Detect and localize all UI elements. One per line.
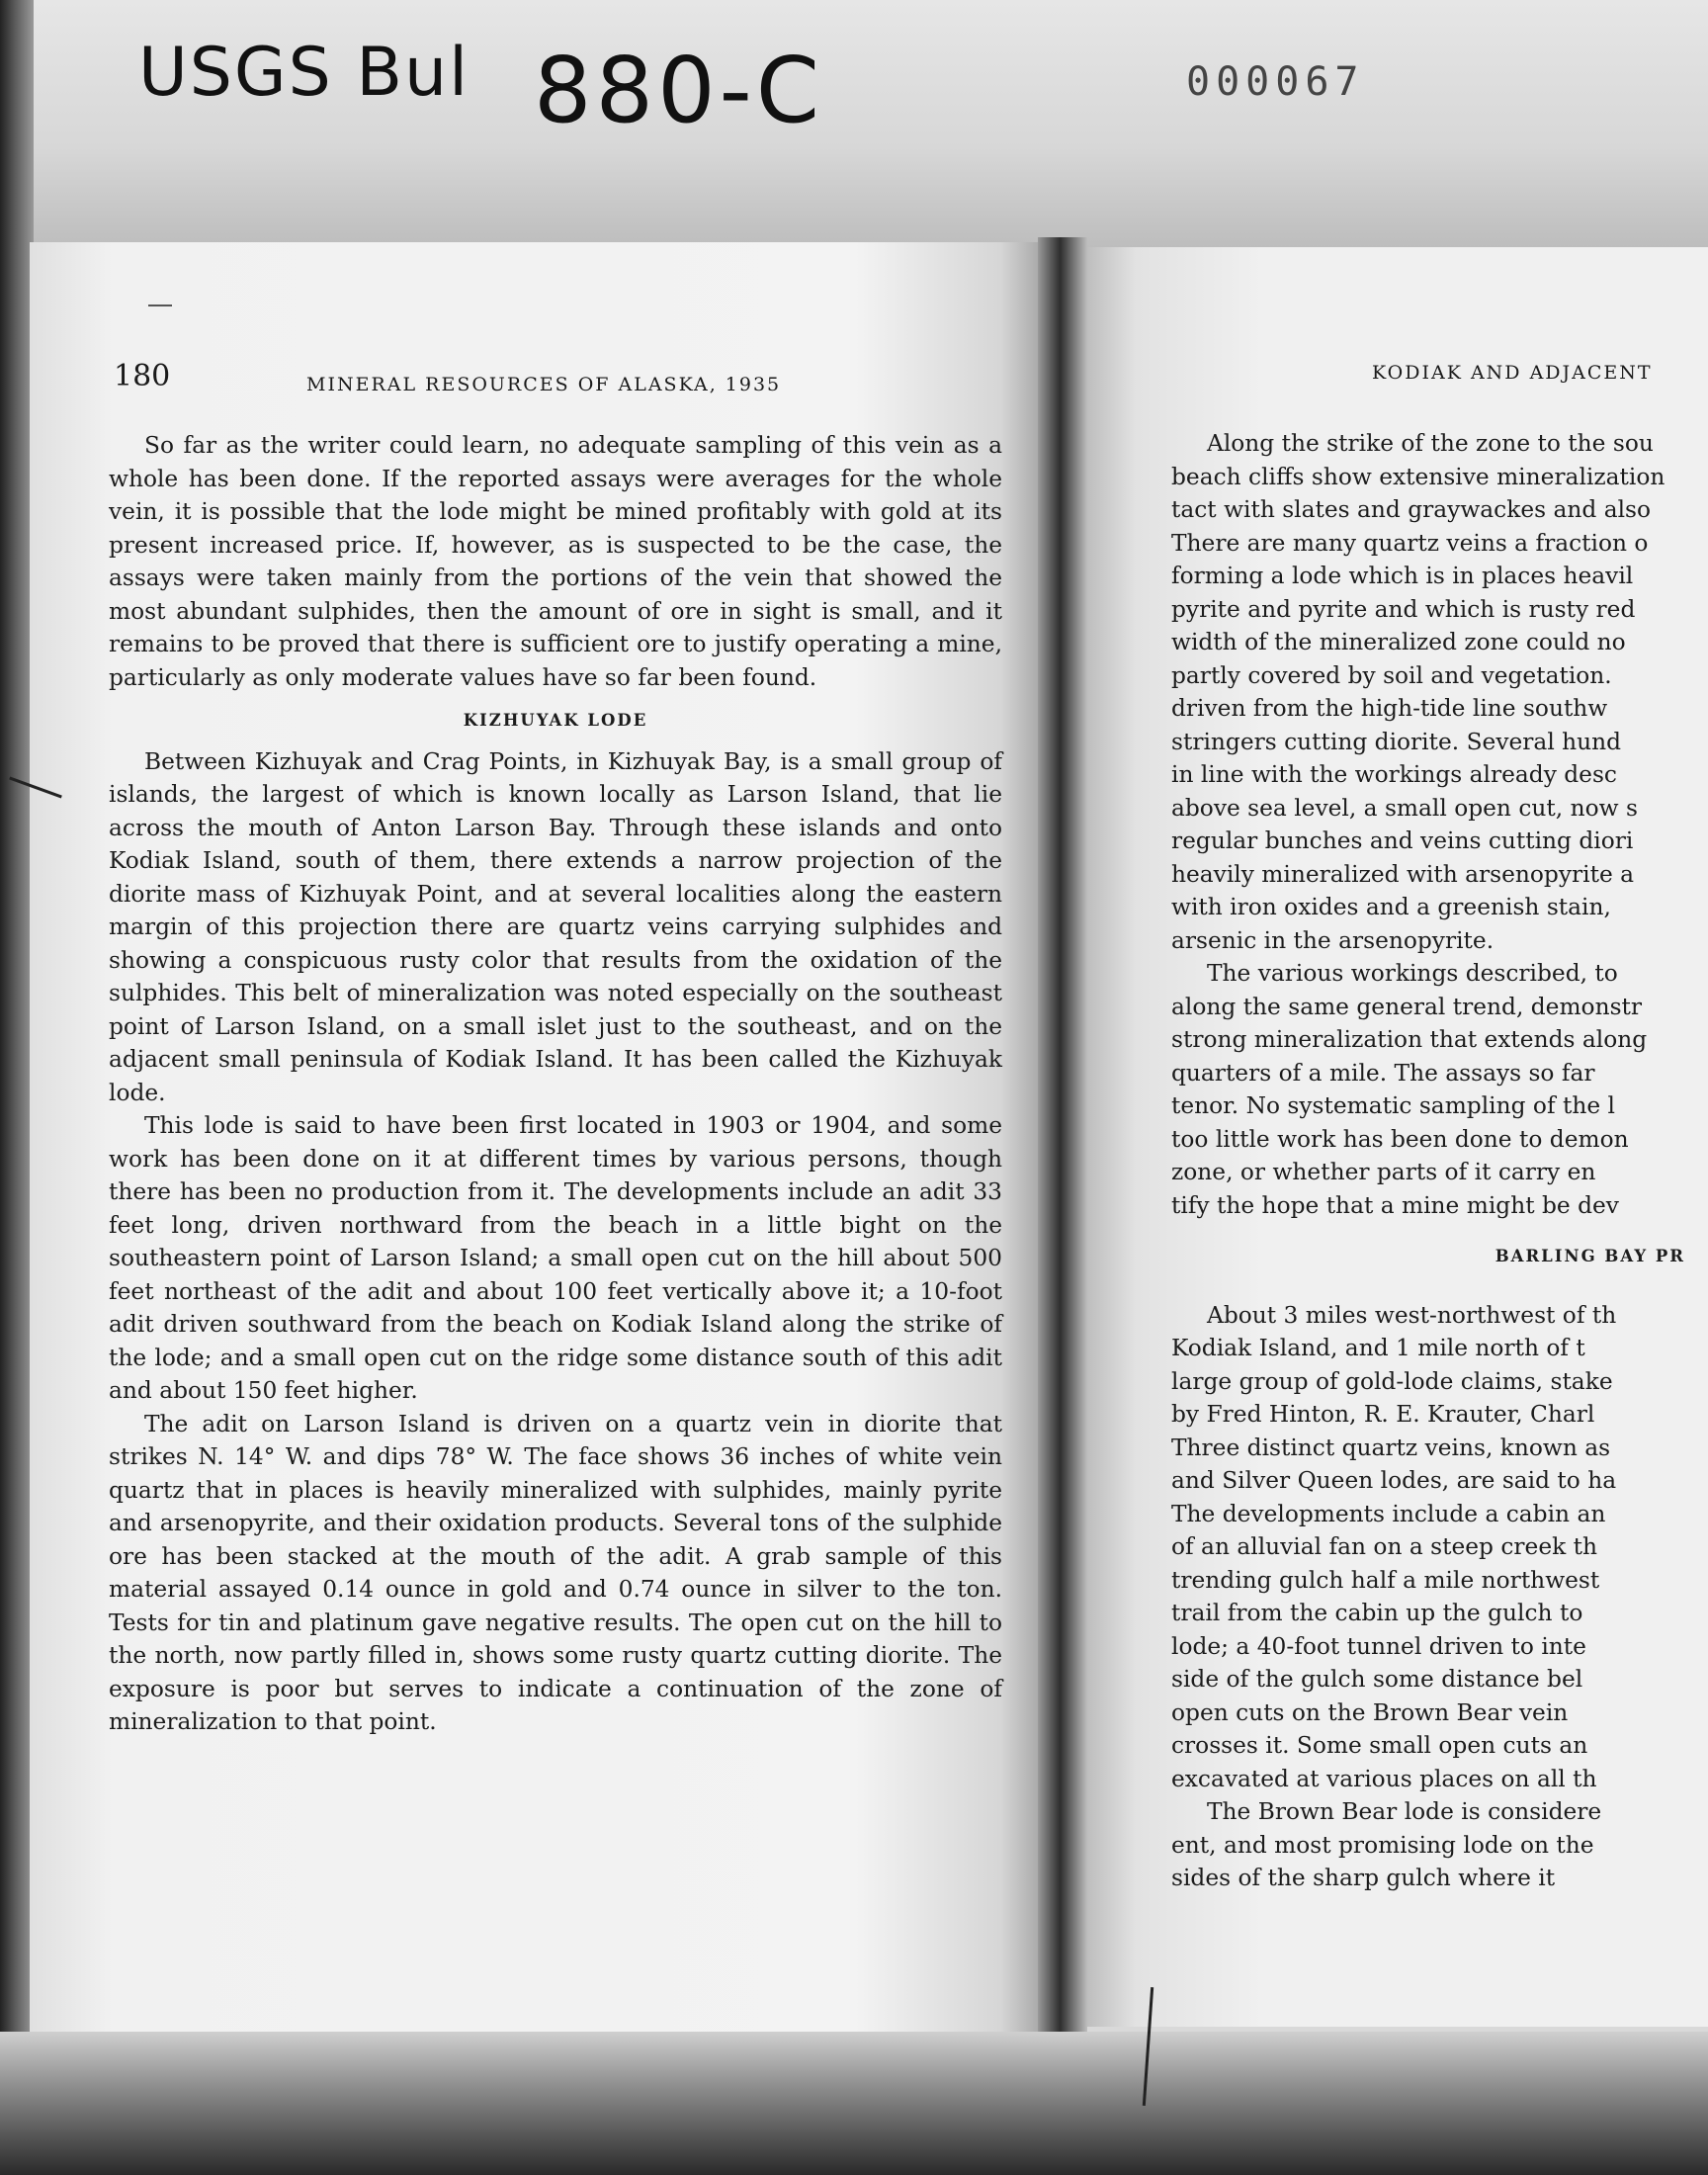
right-text-line: too little work has been done to demon [1171, 1125, 1629, 1153]
right-paragraph-brown-bear [1171, 1795, 1685, 1895]
right-text-line: crosses it. Some small open cuts an [1171, 1732, 1588, 1759]
right-text-line: arsenic in the arsenopyrite. [1171, 926, 1494, 954]
paragraph-sampling: So far as the writer could learn, no adequate sampling of this vein as a whole has been done. If the reported assays were averages for the whole vein, it is possible that the lode might be mined profitably with gold at its present increased price. If, however, as is suspected to be the case, the assays were taken mainly from the portions of the vein that showed the most abundant sulphides, then the amount of ore in sight is small, and it remains to be proved that there is sufficient ore to justify operating a mine, particularly as only moderate values have so far been found. [109, 432, 1002, 691]
right-text-line: along the same general trend, demonstr [1171, 993, 1643, 1020]
right-text-line: in line with the workings already desc [1171, 761, 1617, 788]
right-text-line: tify the hope that a mine might be dev [1171, 1191, 1619, 1219]
handwritten-label: USGS Bul [138, 34, 470, 112]
right-text-line: zone, or whether parts of it carry en [1171, 1159, 1596, 1185]
right-text-line: ent, and most promising lode on the [1171, 1831, 1594, 1859]
right-text-line: trail from the cabin up the gulch to [1171, 1600, 1583, 1626]
section-heading-kizhuyak: KIZHUYAK LODE [463, 711, 648, 730]
right-text-line: stringers cutting diorite. Several hund [1171, 728, 1622, 755]
right-text-line: trending gulch half a mile northwest [1171, 1566, 1600, 1594]
right-text-line: large group of gold-lode claims, stake [1171, 1367, 1613, 1395]
right-text-line: tact with slates and graywackes and also [1171, 496, 1652, 523]
right-text-line: There are many quartz veins a fraction o [1171, 529, 1649, 557]
scan-bottom-margin [0, 2032, 1708, 2175]
right-text-line: above sea level, a small open cut, now s [1171, 794, 1638, 822]
paragraph-history: This lode is said to have been first located in 1903 or 1904, and some work has been done on it at different times by various persons, though there has been no production from it. The developments include an adit 33 feet long, driven northward from the beach in a little bight on the southeastern point of Larson Island; a small open cut on the hill about 500 feet northeast of the adit and about 100 feet vertically above it; a 10-foot adit driven southward from the beach on Kodiak Island along the strike of the lode; and a small open cut on the ridge some distance south of this adit and about 150 feet higher. [109, 1112, 1002, 1404]
right-text-line: regular bunches and veins cutting diori [1171, 827, 1634, 854]
right-text-line: by Fred Hinton, R. E. Krauter, Charl [1171, 1401, 1595, 1428]
right-text-line: excavated at various places on all th [1171, 1765, 1597, 1792]
scan-left-edge [0, 0, 34, 2175]
right-text-line: The various workings described, to [1207, 960, 1618, 987]
right-text-line: pyrite and pyrite and which is rusty red [1171, 595, 1636, 623]
right-text-line: The developments include a cabin an [1171, 1500, 1606, 1527]
right-text-line: Along the strike of the zone to the sou [1207, 430, 1654, 457]
right-text-line: partly covered by soil and vegetation. [1171, 661, 1612, 689]
right-paragraph-strike [1171, 427, 1685, 957]
right-text-line: sides of the sharp gulch where it [1171, 1865, 1556, 1891]
right-paragraph-workings [1171, 957, 1685, 1222]
right-text-line: with iron oxides and a greenish stain, [1171, 894, 1611, 920]
right-text-line: strong mineralization that extends along [1171, 1026, 1648, 1053]
document-stamp-number: 000067 [1186, 59, 1365, 105]
section-heading-barling-bay: BARLING BAY PR [1494, 1247, 1685, 1265]
right-text-line: The Brown Bear lode is considere [1207, 1798, 1602, 1825]
right-text-line: heavily mineralized with arsenopyrite a [1171, 860, 1635, 888]
running-head-left: MINERAL RESOURCES OF ALASKA, 1935 [306, 374, 782, 395]
margin-mark [148, 304, 172, 306]
right-text-line: lode; a 40-foot tunnel driven to inte [1171, 1632, 1586, 1660]
running-head-right: KODIAK AND ADJACENT [1372, 362, 1653, 384]
right-text-line: About 3 miles west-northwest of th [1207, 1301, 1617, 1329]
right-text-column [1171, 427, 1685, 1895]
paragraph-location: Between Kizhuyak and Crag Points, in Kizhuyak Bay, is a small group of islands, the largest of which is known locally as Larson Island, that lie across the mouth of Anton Larson Bay. Through these islands and onto Kodiak Island, south of them, there extends a narrow projection of the diorite mass of Kizhuyak Point, and at several localities along the eastern margin of this projection there are quartz veins carrying sulphides and showing a conspicuous rusty color that results from the oxidation of the sulphides. This belt of mineralization was noted especially on the southeast point of Larson Island, on a small islet just to the southeast, and on the adjacent small peninsula of Kodiak Island. It has been called the Kizhuyak lode. [109, 747, 1002, 1106]
page-number: 180 [114, 359, 171, 393]
paragraph-adit: The adit on Larson Island is driven on a quartz vein in diorite that strikes N. 14° W. and dips 78° W. The face shows 36 inches of white vein quartz that in places is heavily mineralized with sulphides, mainly pyrite and arsenopyrite, and their oxidation products. Several tons of the sulphide ore has been stacked at the mouth of the adit. A grab sample of this material assayed 0.14 ounce in gold and 0.74 ounce in silver to the ton. Tests for tin and platinum gave negative results. The open cut on the hill to the north, now partly filled in, shows some rusty quartz cutting diorite. The exposure is poor but serves to indicate a continuation of the zone of mineralization to that point. [109, 1410, 1002, 1735]
book-gutter [1038, 237, 1087, 2037]
right-paragraph-claims [1171, 1299, 1685, 1796]
left-text-column [109, 429, 1002, 1739]
right-text-line: side of the gulch some distance bel [1171, 1666, 1583, 1693]
right-text-line: of an alluvial fan on a steep creek th [1171, 1533, 1598, 1560]
right-text-line: and Silver Queen lodes, are said to ha [1171, 1467, 1617, 1494]
right-text-line: Kodiak Island, and 1 mile north of t [1171, 1335, 1585, 1361]
right-text-line: open cuts on the Brown Bear vein [1171, 1698, 1569, 1726]
right-text-line: quarters of a mile. The assays so far [1171, 1059, 1595, 1087]
right-text-line: tenor. No systematic sampling of the l [1171, 1092, 1615, 1119]
handwritten-bulletin-number: 880-C [534, 38, 824, 143]
right-text-line: width of the mineralized zone could no [1171, 629, 1626, 655]
right-text-line: beach cliffs show extensive mineralization [1171, 463, 1665, 490]
right-text-line: Three distinct quartz veins, known as [1171, 1434, 1611, 1461]
right-text-line: driven from the high-tide line southw [1171, 695, 1608, 722]
right-text-line: forming a lode which is in places heavil [1171, 563, 1634, 589]
